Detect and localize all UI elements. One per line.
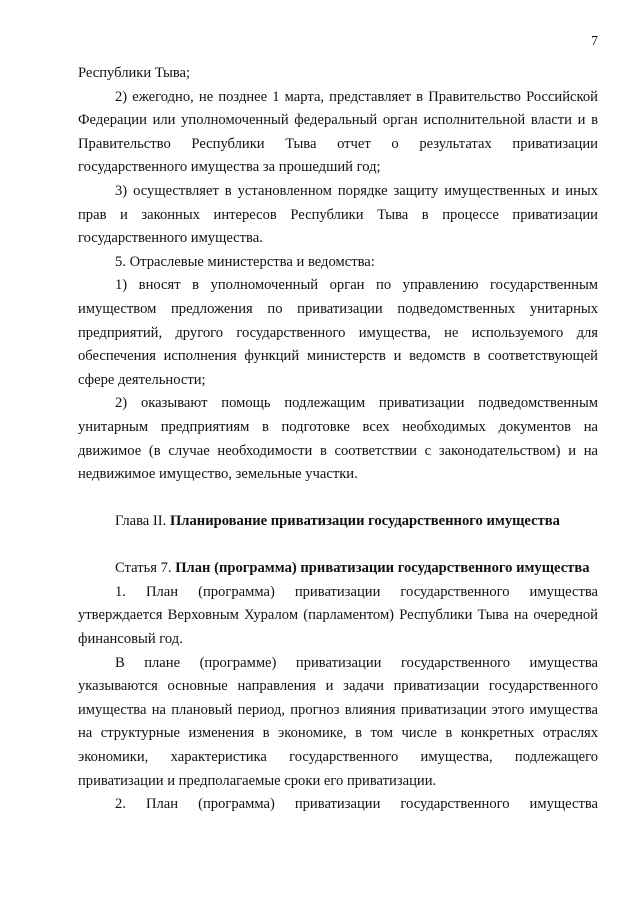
paragraph: 3) осуществляет в установленном порядке защиту имущественных и иных прав и законных интересов Республики Тыва в процессе приватизации государственного имущества. — [78, 182, 598, 247]
paragraph: 1) вносят в уполномоченный орган по управлению государственным имуществом предложения по приватизации подведомственных унитарных предприятий, другого государственного имущества, не используемого для обеспечения исполнения функций министерств и ведомств в соответствующей сфере деятельности; — [78, 277, 598, 388]
paragraph: 5. Отраслевые министерства и ведомства: — [115, 253, 375, 270]
paragraph: 2) оказывают помощь подлежащим приватизации подведомственным унитарным предприятиям в подготовке всех необходимых документов на движимое (в случае необходимости в соответствии с законодательством) и на недвижимое имущество, земельные участки. — [78, 395, 598, 483]
paragraph: Республики Тыва; — [78, 65, 191, 81]
document-body — [78, 62, 598, 817]
article-title: План (программа) приватизации государственного имущества — [175, 560, 590, 577]
chapter-prefix: Глава II. — [115, 512, 170, 529]
paragraph: 1. План (программа) приватизации государственного имущества утверждается Верховным Хуралом (парламентом) Республики Тыва на очередной финансовый год. — [78, 583, 598, 648]
chapter-heading — [78, 510, 598, 534]
article-prefix: Статья 7. — [115, 560, 176, 577]
chapter-title: Планирование приватизации государственного имущества — [169, 512, 560, 529]
paragraph: 2) ежегодно, не позднее 1 марта, представляет в Правительство Российской Федерации или уполномоченный федеральный орган исполнительной власти и в Правительство Республики Тыва отчет о результатах приватизации государственного имущества за прошедший год; — [78, 88, 598, 176]
paragraph: 2. План (программа) приватизации государственного имущества — [115, 796, 598, 813]
article-heading — [78, 557, 598, 581]
page-number: 7 — [591, 34, 598, 49]
paragraph: В плане (программе) приватизации государственного имущества указываются основные направления и задачи приватизации государственного имущества на плановый период, прогноз влияния приватизации этого имущества на структурные изменения в экономике, в том числе в конкретных отраслях экономики, характеристика государственного имущества, подлежащего приватизации и предполагаемые сроки его приватизации. — [78, 654, 598, 789]
